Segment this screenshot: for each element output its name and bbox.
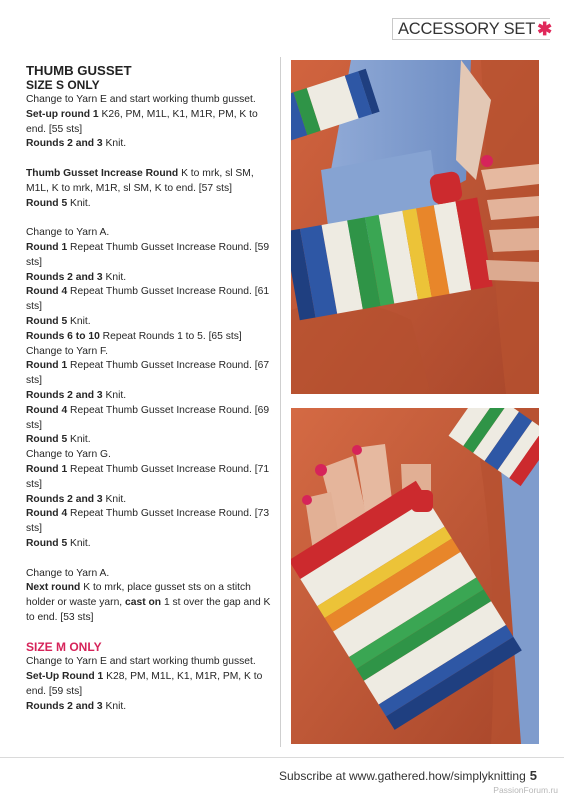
photo-mitts-on-hands xyxy=(291,60,539,394)
column-divider xyxy=(280,57,281,747)
instruction-f-rounds-2-3: Rounds 2 and 3 Knit. xyxy=(26,389,127,401)
instruction-g-round-5: Round 5 Knit. xyxy=(26,537,91,549)
photo-single-mitt xyxy=(291,408,539,744)
size-m-heading: SIZE M ONLY xyxy=(26,640,102,655)
change-yarn-a-again: Change to Yarn A. xyxy=(26,567,110,579)
instruction-a-rounds-6-10: Rounds 6 to 10 Repeat Rounds 1 to 5. [65 sts] xyxy=(26,330,242,342)
instruction-rounds-2-3: Rounds 2 and 3 Knit. xyxy=(26,138,127,150)
pattern-column xyxy=(26,63,274,715)
section-heading: THUMB GUSSET xyxy=(26,63,132,78)
size-m-rounds-2-3: Rounds 2 and 3 Knit. xyxy=(26,700,127,712)
size-m-intro: Change to Yarn E and start working thumb gusset. xyxy=(26,656,256,668)
instruction-f-round-5: Round 5 Knit. xyxy=(26,434,91,446)
change-yarn-f: Change to Yarn F. xyxy=(26,345,109,357)
section-tag xyxy=(392,18,553,40)
change-yarn-g: Change to Yarn G. xyxy=(26,449,111,461)
instruction-next-round: Next round K to mrk, place gusset sts on a stitch holder or waste yarn, cast on 1 st over the gap and K to end. [53 sts] xyxy=(26,582,271,623)
mitt-photo-illustration xyxy=(291,408,539,744)
page-number: 5 xyxy=(529,768,537,783)
mitts-photo-illustration xyxy=(291,60,539,394)
instruction-a-rounds-2-3: Rounds 2 and 3 Knit. xyxy=(26,271,127,283)
instruction-a-round-4: Round 4 Repeat Thumb Gusset Increase Round. [61 sts] xyxy=(26,286,270,313)
footer-rule xyxy=(0,757,564,758)
instruction-g-round-4: Round 4 Repeat Thumb Gusset Increase Round. [73 sts] xyxy=(26,508,270,535)
change-yarn-a: Change to Yarn A. xyxy=(26,227,110,239)
instruction-setup-round: Set-up round 1 K26, PM, M1L, K1, M1R, PM, K to end. [55 sts] xyxy=(26,108,258,135)
footer xyxy=(279,768,537,783)
size-s-intro: Change to Yarn E and start working thumb gusset. xyxy=(26,94,256,105)
instruction-a-round-1: Round 1 Repeat Thumb Gusset Increase Round. [59 sts] xyxy=(26,241,270,268)
instruction-f-round-4: Round 4 Repeat Thumb Gusset Increase Round. [69 sts] xyxy=(26,404,270,431)
instruction-increase-round: Thumb Gusset Increase Round K to mrk, sl SM, M1L, K to mrk, M1R, sl SM, K to end. [57 sts] xyxy=(26,167,254,194)
asterisk-icon: ✱ xyxy=(537,19,553,39)
size-m-setup-round: Set-Up Round 1 K28, PM, M1L, K1, M1R, PM, K to end. [59 sts] xyxy=(26,671,263,698)
instruction-a-round-5: Round 5 Knit. xyxy=(26,315,91,327)
instruction-g-rounds-2-3: Rounds 2 and 3 Knit. xyxy=(26,493,127,505)
instruction-f-round-1: Round 1 Repeat Thumb Gusset Increase Round. [67 sts] xyxy=(26,360,270,387)
instruction-g-round-1: Round 1 Repeat Thumb Gusset Increase Round. [71 sts] xyxy=(26,463,270,490)
size-s-heading: SIZE S ONLY xyxy=(26,78,100,92)
section-title: ACCESSORY SET xyxy=(398,19,536,38)
instruction-round-5: Round 5 Knit. xyxy=(26,197,91,209)
watermark: PassionForum.ru xyxy=(493,785,558,795)
subscribe-link-text[interactable]: Subscribe at www.gathered.how/simplyknitting xyxy=(278,769,526,783)
